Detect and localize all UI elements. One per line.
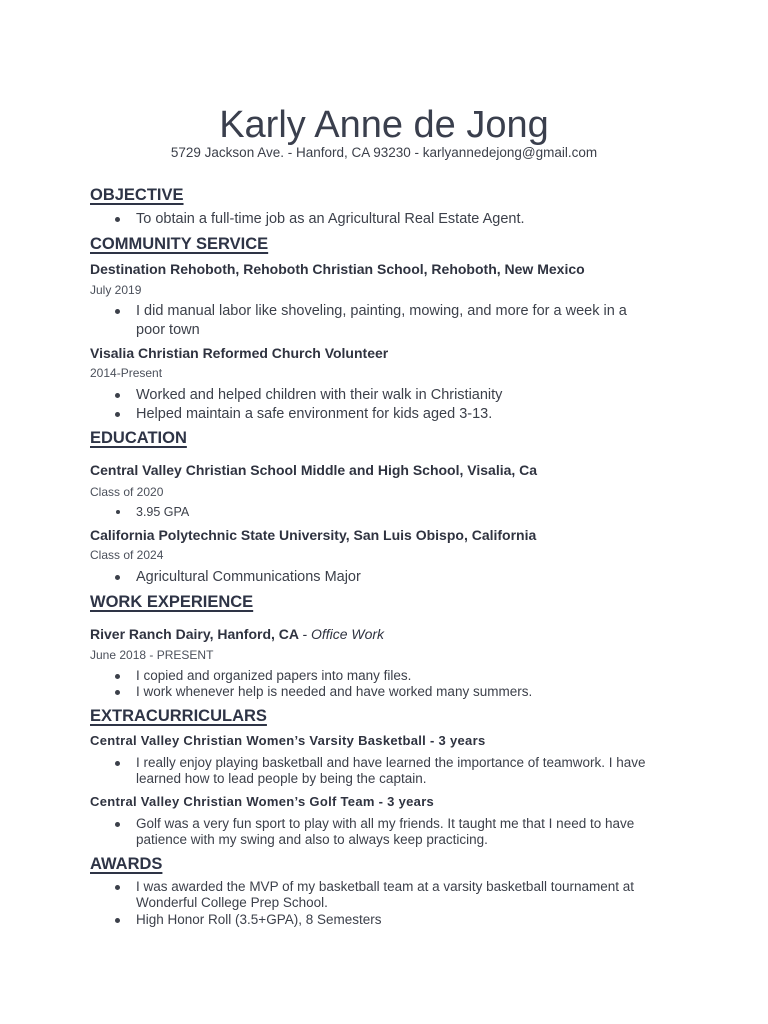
bullet-icon	[115, 393, 120, 398]
section-heading-objective: OBJECTIVE	[90, 186, 184, 204]
bullet-text: To obtain a full-time job as an Agricultural Real Estate Agent.	[136, 211, 525, 227]
bullet-text-line: Golf was a very fun sport to play with all my friends. It taught me that I need to have	[136, 816, 635, 831]
bullet-text: I work whenever help is needed and have worked many summers.	[136, 684, 533, 699]
entry-date: July 2019	[90, 283, 142, 297]
entry-heading: California Polytechnic State University, San Luis Obispo, California	[90, 527, 537, 543]
entry-role: - Office Work	[302, 626, 385, 642]
bullet-text: Agricultural Communications Major	[136, 569, 361, 585]
entry-heading: Central Valley Christian School Middle and High School, Visalia, Ca	[90, 462, 538, 478]
section-heading-awards: AWARDS	[90, 855, 163, 873]
contact-line: 5729 Jackson Ave. - Hanford, CA 93230 - karlyannedejong@gmail.com	[170, 145, 598, 160]
bullet-icon	[115, 885, 120, 890]
entry-date: Class of 2024	[90, 548, 164, 562]
bullet-text-line: I was awarded the MVP of my basketball team at a varsity basketball tournament at	[136, 879, 634, 894]
entry-date: Class of 2020	[90, 485, 164, 499]
section-heading-extracurriculars: EXTRACURRICULARS	[90, 707, 267, 725]
bullet-icon	[115, 412, 120, 417]
bullet-icon	[115, 822, 120, 827]
bullet-icon	[115, 309, 120, 314]
bullet-icon	[115, 761, 120, 766]
bullet-text: High Honor Roll (3.5+GPA), 8 Semesters	[136, 912, 382, 927]
section-heading-education: EDUCATION	[90, 429, 187, 447]
entry-heading: Central Valley Christian Women’s Varsity Basketball - 3 years	[90, 733, 486, 748]
bullet-text-line: Wonderful College Prep School.	[136, 895, 328, 910]
bullet-text-line: I really enjoy playing basketball and have learned the importance of teamwork. I have	[136, 755, 646, 770]
bullet-icon	[115, 575, 120, 580]
bullet-icon	[115, 918, 120, 923]
bullet-text-line: learned how to lead people by being the captain.	[136, 771, 427, 786]
bullet-icon	[115, 217, 120, 222]
entry-date: 2014-Present	[90, 366, 163, 380]
entry-date: June 2018 - PRESENT	[90, 648, 214, 662]
entry-heading-row	[90, 625, 384, 643]
bullet-text: 3.95 GPA	[136, 505, 190, 519]
entry-heading: Destination Rehoboth, Rehoboth Christian School, Rehoboth, New Mexico	[90, 261, 585, 277]
bullet-icon	[116, 510, 120, 514]
bullet-icon	[115, 674, 120, 679]
bullet-icon	[115, 690, 120, 695]
bullet-text: Helped maintain a safe environment for kids aged 3-13.	[136, 406, 493, 422]
section-heading-work-experience: WORK EXPERIENCE	[90, 593, 254, 611]
bullet-text: I copied and organized papers into many files.	[136, 668, 412, 683]
bullet-text-line: patience with my swing and also to always keep practicing.	[136, 832, 488, 847]
bullet-text: Worked and helped children with their walk in Christianity	[136, 387, 503, 403]
entry-heading: Visalia Christian Reformed Church Volunteer	[90, 345, 389, 361]
resume-name: Karly Anne de Jong	[219, 104, 549, 146]
bullet-text-line: I did manual labor like shoveling, painting, mowing, and more for a week in a	[136, 303, 627, 319]
entry-heading: Central Valley Christian Women’s Golf Team - 3 years	[90, 794, 435, 809]
entry-heading: River Ranch Dairy, Hanford, CA	[90, 626, 299, 642]
section-heading-community-service: COMMUNITY SERVICE	[90, 235, 269, 253]
bullet-text-line: poor town	[136, 322, 200, 338]
